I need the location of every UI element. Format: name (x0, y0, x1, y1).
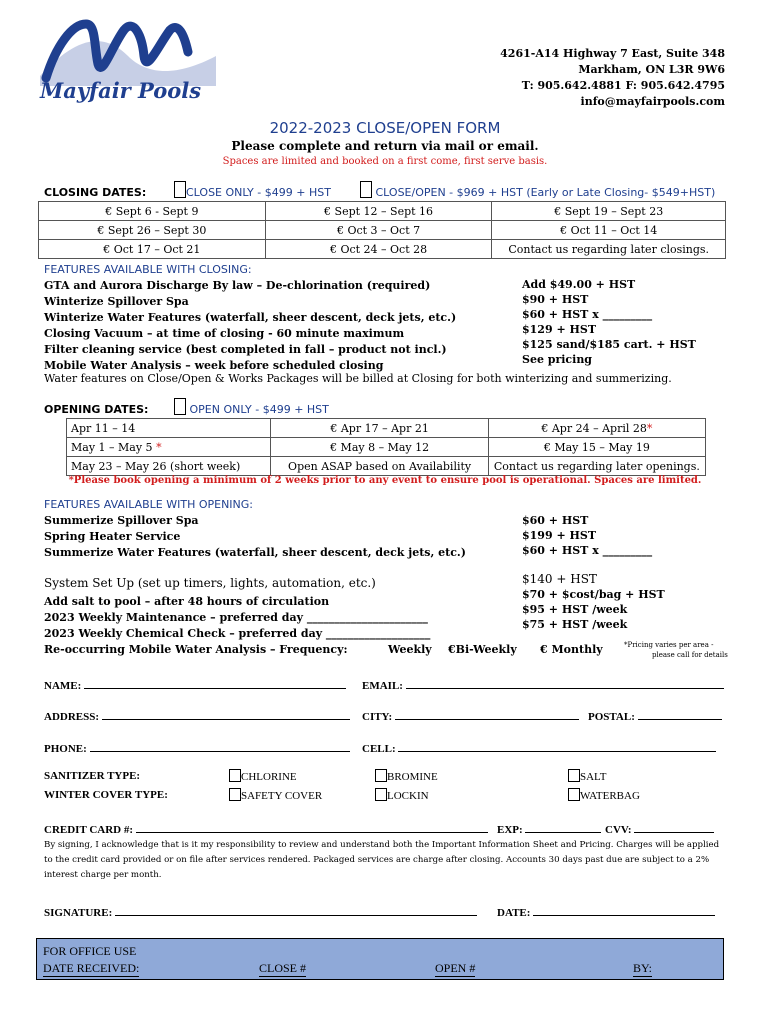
chlorine-checkbox[interactable] (229, 769, 241, 782)
list-item: Filter cleaning service (best completed in fall – product not incl.) (44, 343, 447, 356)
name-label: NAME: (44, 680, 82, 692)
list-item: $125 sand/$185 cart. + HST (522, 338, 696, 351)
address-line-3: T: 905.642.4881 F: 905.642.4795 (521, 79, 725, 92)
freq-monthly-option[interactable]: € Monthly (540, 643, 603, 656)
form-subtitle: Please complete and return via mail or email. (231, 139, 539, 153)
chlorine-label: CHLORINE (241, 771, 297, 783)
availability-notice: Spaces are limited and booked on a first come, first serve basis. (222, 156, 548, 167)
pricing-note-line1: *Pricing varies per area - (624, 641, 714, 649)
postal-input-line[interactable] (638, 709, 722, 720)
email-field[interactable] (362, 678, 724, 692)
freq-biweekly-option[interactable]: €Bi-Weekly (448, 643, 517, 656)
signature-label: SIGNATURE: (44, 907, 113, 919)
phone-label: PHONE: (44, 743, 87, 755)
lockin-label: LOCKIN (387, 790, 429, 802)
list-item: 2023 Weekly Maintenance – preferred day ______________________ (44, 611, 428, 624)
email-input-line[interactable] (406, 678, 724, 689)
opening-date-option[interactable]: Open ASAP based on Availability (271, 457, 488, 476)
logo-wave-icon (38, 16, 218, 86)
winter-cover-type-label: WINTER COVER TYPE: (44, 789, 168, 801)
address-line-4: info@mayfairpools.com (580, 95, 725, 108)
credit-card-field[interactable] (44, 822, 488, 836)
opening-date-option[interactable] (67, 438, 271, 457)
list-item: Summerize Water Features (waterfall, sheer descent, deck jets, etc.) (44, 546, 466, 559)
signature-input-line[interactable] (115, 905, 477, 916)
list-item: $199 + HST (522, 529, 597, 542)
opening-date-option[interactable]: € Apr 17 – Apr 21 (271, 419, 488, 438)
table-row (67, 419, 706, 438)
safety-cover-checkbox[interactable] (229, 788, 241, 801)
exp-field[interactable] (497, 822, 601, 836)
office-use-box (36, 938, 724, 980)
sanitizer-type-label: SANITIZER TYPE: (44, 770, 141, 782)
list-item: Re-occurring Mobile Water Analysis – Frequency: (44, 643, 348, 656)
opening-date-option[interactable]: May 23 – May 26 (short week) (67, 457, 271, 476)
table-row (39, 202, 726, 221)
opening-date-option[interactable]: € May 15 – May 19 (488, 438, 705, 457)
lockin-checkbox[interactable] (375, 788, 387, 801)
name-input-line[interactable] (84, 678, 346, 689)
open-only-label: OPEN ONLY - $499 + HST (189, 403, 329, 416)
closing-date-option[interactable]: € Sept 12 – Sept 16 (265, 202, 492, 221)
salt-label: SALT (580, 771, 607, 783)
open-only-checkbox[interactable] (174, 398, 186, 415)
opening-extra-prices (522, 587, 665, 632)
closing-date-option[interactable]: € Oct 17 – Oct 21 (39, 240, 266, 259)
closing-date-option[interactable]: € Oct 3 – Oct 7 (265, 221, 492, 240)
address-field[interactable] (44, 709, 350, 723)
close-open-option[interactable] (360, 181, 715, 199)
by-label: BY: (633, 961, 652, 975)
terms-line: By signing, I acknowledge that is it my responsibility to review and understand both the Important Information Sheet and Pricing. Charges will be applied (44, 840, 720, 850)
table-row (67, 438, 706, 457)
city-label: CITY: (362, 711, 393, 723)
list-item: $90 + HST (522, 293, 589, 306)
closing-prices-list (522, 277, 696, 367)
list-item: $129 + HST (522, 323, 597, 336)
postal-label: POSTAL: (588, 711, 635, 723)
city-input-line[interactable] (395, 709, 579, 720)
table-row (67, 457, 706, 476)
list-item: Mobile Water Analysis – week before scheduled closing (44, 359, 384, 372)
list-item: Winterize Water Features (waterfall, sheer descent, deck jets, etc.) (44, 311, 457, 324)
address-label: ADDRESS: (44, 711, 100, 723)
pricing-note-line2: please call for details (652, 651, 728, 659)
waterbag-option[interactable] (568, 788, 640, 802)
terms-text (44, 838, 719, 883)
opening-features-list (44, 513, 466, 561)
opening-date-option[interactable]: Apr 11 – 14 (67, 419, 271, 438)
pricing-note (624, 640, 728, 660)
safety-cover-label: SAFETY COVER (241, 790, 323, 802)
closing-date-option[interactable]: € Oct 24 – Oct 28 (265, 240, 492, 259)
table-row (39, 221, 726, 240)
list-item: $75 + HST /week (522, 618, 628, 631)
lockin-option[interactable] (375, 788, 429, 802)
phone-input-line[interactable] (90, 741, 350, 752)
bromine-checkbox[interactable] (375, 769, 387, 782)
water-features-note: Water features on Close/Open & Works Packages will be billed at Closing for both winterizing and summerizing. (44, 372, 672, 385)
credit-card-label: CREDIT CARD #: (44, 824, 134, 836)
address-input-line[interactable] (102, 709, 350, 720)
opening-date-option[interactable] (488, 419, 705, 438)
cvv-field[interactable] (605, 822, 714, 836)
credit-card-input-line[interactable] (136, 822, 488, 833)
open-number-label: OPEN # (435, 961, 476, 975)
list-item: GTA and Aurora Discharge By law – De-chlorination (required) (44, 279, 431, 292)
opening-booking-notice: *Please book opening a minimum of 2 weeks prior to any event to ensure pool is operational. Spaces are limited. (68, 475, 702, 486)
date-input-line[interactable] (533, 905, 715, 916)
cell-label: CELL: (362, 743, 396, 755)
safety-cover-option[interactable] (229, 788, 322, 802)
close-open-checkbox[interactable] (360, 181, 372, 198)
freq-weekly-option[interactable]: Weekly (388, 643, 432, 656)
bromine-label: BROMINE (387, 771, 438, 783)
opening-prices-list (522, 513, 652, 558)
limited-star: * (156, 440, 162, 454)
name-field[interactable] (44, 678, 346, 692)
list-item: Add salt to pool – after 48 hours of circulation (44, 595, 330, 608)
opening-date-text: € Apr 24 – April 28 (541, 421, 647, 435)
list-item: $60 + HST (522, 514, 589, 527)
system-setup-label: System Set Up (set up timers, lights, automation, etc.) (44, 576, 376, 590)
exp-label: EXP: (497, 824, 523, 836)
bromine-option[interactable] (375, 769, 438, 783)
list-item: $95 + HST /week (522, 603, 628, 616)
opening-features-heading: FEATURES AVAILABLE WITH OPENING: (44, 498, 254, 511)
cvv-label: CVV: (605, 824, 632, 836)
salt-option[interactable] (568, 769, 607, 783)
exp-input-line[interactable] (525, 822, 601, 833)
opening-dates-label: OPENING DATES: (44, 403, 149, 416)
list-item: Summerize Spillover Spa (44, 514, 199, 527)
close-only-label: CLOSE ONLY - $499 + HST (186, 186, 331, 199)
closing-features-list (44, 278, 456, 374)
closing-date-note: Contact us regarding later closings. (492, 240, 726, 259)
list-item: 2023 Weekly Chemical Check – preferred day ___________________ (44, 627, 431, 640)
opening-date-note: Contact us regarding later openings. (488, 457, 705, 476)
date-label: DATE: (497, 907, 531, 919)
list-item: See pricing (522, 353, 593, 366)
chlorine-option[interactable] (229, 769, 297, 783)
salt-checkbox[interactable] (568, 769, 580, 782)
system-setup-price: $140 + HST (522, 572, 597, 586)
date-field[interactable] (497, 905, 715, 919)
close-only-option[interactable] (174, 181, 331, 199)
list-item: $70 + $cost/bag + HST (522, 588, 665, 601)
logo (38, 16, 218, 106)
address-line-2: Markham, ON L3R 9W6 (578, 63, 725, 76)
logo-text: Mayfair Pools (40, 78, 202, 103)
postal-field[interactable] (588, 709, 722, 723)
cell-input-line[interactable] (398, 741, 716, 752)
company-address (500, 46, 725, 110)
list-item: Spring Heater Service (44, 530, 181, 543)
closing-date-option[interactable]: € Sept 6 - Sept 9 (39, 202, 266, 221)
waterbag-label: WATERBAG (580, 790, 640, 802)
date-received-label: DATE RECEIVED: (43, 961, 140, 975)
list-item: Add $49.00 + HST (522, 278, 636, 291)
closing-date-option[interactable]: € Sept 26 – Sept 30 (39, 221, 266, 240)
signature-field[interactable] (44, 905, 477, 919)
waterbag-checkbox[interactable] (568, 788, 580, 801)
city-field[interactable] (362, 709, 579, 723)
closing-dates-label: CLOSING DATES: (44, 186, 147, 199)
closing-date-option[interactable]: € Sept 19 – Sept 23 (492, 202, 726, 221)
close-open-label: CLOSE/OPEN - $969 + HST (Early or Late Closing- $549+HST) (375, 186, 716, 199)
list-item: $60 + HST x _________ (522, 544, 653, 557)
closing-features-heading: FEATURES AVAILABLE WITH CLOSING: (44, 263, 252, 276)
cell-field[interactable] (362, 741, 716, 755)
close-number-label: CLOSE # (259, 961, 307, 975)
email-label: EMAIL: (362, 680, 403, 692)
terms-line: to the credit card provided or on file after services rendered. Packaged services are charge after closing. Accounts 30 days past due are subject to a 2% (44, 855, 710, 865)
limited-star: * (646, 421, 653, 435)
opening-date-option[interactable]: € May 8 – May 12 (271, 438, 488, 457)
phone-field[interactable] (44, 741, 350, 755)
list-item: Closing Vacuum – at time of closing - 60 minute maximum (44, 327, 405, 340)
list-item: Winterize Spillover Spa (44, 295, 189, 308)
form-title: 2022-2023 CLOSE/OPEN FORM (269, 119, 501, 137)
list-item: $60 + HST x _________ (522, 308, 653, 321)
close-only-checkbox[interactable] (174, 181, 186, 198)
office-use-title: FOR OFFICE USE (43, 944, 137, 958)
terms-line: interest charge per month. (44, 870, 162, 880)
closing-dates-table (38, 201, 726, 259)
open-only-option[interactable] (174, 398, 329, 416)
closing-date-option[interactable]: € Oct 11 – Oct 14 (492, 221, 726, 240)
address-line-1: 4261-A14 Highway 7 East, Suite 348 (500, 47, 725, 60)
table-row (39, 240, 726, 259)
cvv-input-line[interactable] (634, 822, 714, 833)
opening-date-text: May 1 – May 5 (71, 440, 153, 454)
opening-extras-list (44, 594, 430, 658)
opening-dates-table (66, 418, 706, 476)
